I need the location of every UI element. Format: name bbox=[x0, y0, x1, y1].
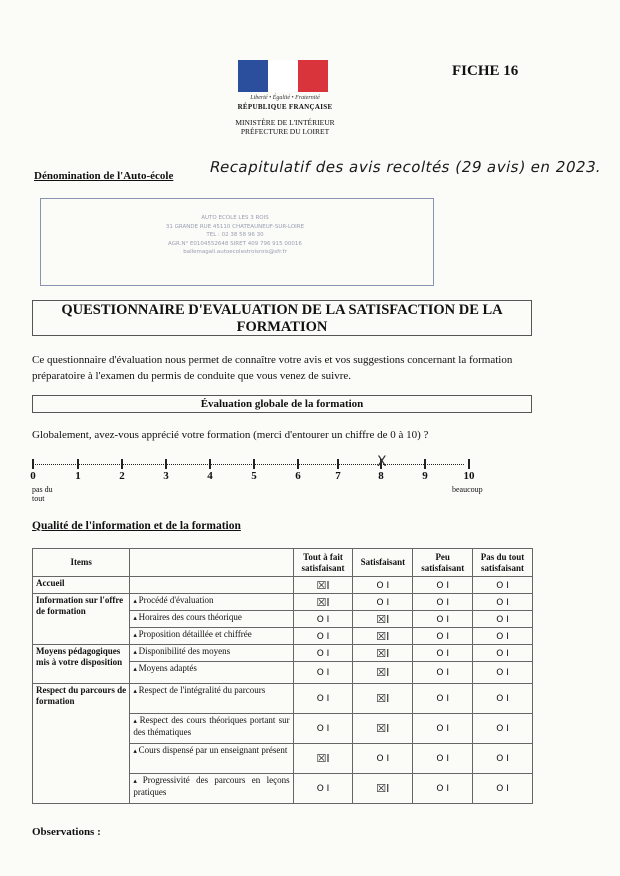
rating-cell-3[interactable] bbox=[413, 684, 473, 714]
global-eval-heading: Évaluation globale de la formation bbox=[32, 395, 532, 413]
flag-stripe-white bbox=[268, 60, 298, 92]
rating-cell-3[interactable] bbox=[413, 744, 473, 774]
stamp-line: 31 GRANDE RUE 45110 CHATEAUNEUF-SUR-LOIRE bbox=[165, 223, 305, 230]
checked-option: ☒I bbox=[376, 722, 390, 735]
item-cell bbox=[130, 662, 293, 684]
item-cell bbox=[130, 628, 293, 645]
checked-option: ☒I bbox=[376, 629, 390, 643]
item-cell bbox=[130, 774, 293, 804]
header-col4: Pas du tout satisfaisant bbox=[473, 549, 533, 577]
radio-option: O I bbox=[316, 648, 330, 659]
radio-option: O I bbox=[376, 597, 390, 608]
radio-option: O I bbox=[316, 668, 330, 678]
observations-label: Observations : bbox=[32, 826, 101, 838]
scale-tick bbox=[77, 459, 79, 469]
radio-option: O I bbox=[436, 754, 449, 764]
rating-cell-2[interactable] bbox=[353, 744, 413, 774]
item-cell bbox=[130, 645, 293, 662]
ministry-block bbox=[205, 118, 365, 136]
radio-option: O I bbox=[496, 580, 509, 591]
radio-option: O I bbox=[496, 668, 509, 678]
checked-option: ☒I bbox=[376, 646, 390, 660]
radio-option: O I bbox=[496, 614, 509, 625]
item-cell bbox=[130, 744, 293, 774]
item-cell bbox=[130, 714, 293, 744]
scale-number-7[interactable]: 7 bbox=[335, 470, 341, 482]
high-label: beaucoup bbox=[452, 485, 483, 494]
scale-tick bbox=[468, 459, 470, 469]
rating-cell-1[interactable] bbox=[293, 628, 353, 645]
group-moyens: Moyens pédagogiques mis à votre disposition bbox=[33, 645, 130, 684]
rating-cell-4[interactable] bbox=[473, 774, 533, 804]
checked-option: ☒I bbox=[376, 782, 390, 795]
radio-option: O I bbox=[436, 597, 449, 608]
header-col2: Satisfaisant bbox=[353, 549, 413, 577]
rating-cell-4[interactable] bbox=[473, 628, 533, 645]
scale-number-1[interactable]: 1 bbox=[75, 470, 81, 482]
item-label: Disponibilité des moyens bbox=[138, 646, 231, 656]
marianne-logo bbox=[238, 60, 328, 92]
item-label: Respect des cours théoriques portant sur des thématiques bbox=[133, 715, 290, 737]
rating-cell-1[interactable] bbox=[293, 744, 353, 774]
rating-cell-1[interactable] bbox=[293, 714, 353, 744]
bullet-icon: ▴ bbox=[133, 687, 139, 695]
scale-number-0[interactable]: 0 bbox=[30, 470, 36, 482]
header-items: Items bbox=[33, 549, 130, 577]
rating-cell-1[interactable] bbox=[293, 611, 353, 628]
handwritten-denomination: Recapitulatif des avis recoltés (29 avis) en 2023. bbox=[208, 158, 604, 176]
scale-number-8[interactable]: 8 bbox=[378, 470, 384, 482]
bullet-icon: ▴ bbox=[133, 747, 139, 755]
radio-option: O I bbox=[316, 784, 330, 794]
rating-cell-1[interactable] bbox=[293, 645, 353, 662]
scale-number-5[interactable]: 5 bbox=[251, 470, 257, 482]
table-header-row bbox=[33, 549, 533, 577]
republic-label: RÉPUBLIQUE FRANÇAISE bbox=[237, 103, 333, 111]
table-row bbox=[33, 594, 533, 611]
item-cell bbox=[130, 684, 293, 714]
rating-cell-4[interactable] bbox=[473, 594, 533, 611]
rating-cell-1[interactable] bbox=[293, 684, 353, 714]
item-label: Moyens adaptés bbox=[138, 663, 197, 673]
group-information: Information sur l'offre de formation bbox=[33, 594, 130, 645]
item-label: Respect de l'intégralité du parcours bbox=[138, 685, 266, 695]
radio-option: O I bbox=[316, 694, 330, 704]
scale-tick bbox=[32, 459, 34, 469]
scale-line bbox=[32, 464, 464, 465]
rating-cell-4[interactable] bbox=[473, 577, 533, 594]
group-accueil: Accueil bbox=[33, 577, 130, 594]
rating-cell-2[interactable] bbox=[353, 714, 413, 744]
rating-cell-3[interactable] bbox=[413, 577, 473, 594]
table-row bbox=[33, 645, 533, 662]
radio-option: O I bbox=[496, 784, 509, 794]
rating-cell-3[interactable] bbox=[413, 594, 473, 611]
rating-cell-2[interactable] bbox=[353, 662, 413, 684]
scale-number-6[interactable]: 6 bbox=[295, 470, 301, 482]
selected-score-mark: X bbox=[377, 454, 387, 470]
scale-number-10[interactable]: 10 bbox=[463, 470, 475, 482]
radio-option: O I bbox=[436, 668, 449, 678]
item-label: Cours dispensé par un enseignant présent bbox=[138, 745, 288, 755]
quality-heading: Qualité de l'information et de la formation bbox=[32, 520, 241, 532]
flag-stripe-blue bbox=[238, 60, 268, 92]
scale-tick bbox=[209, 459, 211, 469]
flag-stripe-red bbox=[298, 60, 328, 92]
table-row bbox=[33, 684, 533, 714]
scale-tick bbox=[337, 459, 339, 469]
satisfaction-table bbox=[32, 548, 533, 804]
checked-option: ☒I bbox=[316, 578, 330, 592]
bullet-icon: ▴ bbox=[133, 665, 139, 673]
radio-option: O I bbox=[316, 724, 330, 734]
radio-option: O I bbox=[316, 614, 330, 625]
rating-cell-4[interactable] bbox=[473, 611, 533, 628]
checked-option: ☒I bbox=[316, 595, 330, 609]
group-respect: Respect du parcours de formation bbox=[33, 684, 130, 804]
radio-option: O I bbox=[436, 784, 449, 794]
radio-option: O I bbox=[496, 597, 509, 608]
radio-option: O I bbox=[496, 648, 509, 659]
rating-cell-3[interactable] bbox=[413, 628, 473, 645]
rating-cell-2[interactable] bbox=[353, 684, 413, 714]
item-cell bbox=[130, 577, 293, 594]
header-col3: Peu satisfaisant bbox=[413, 549, 473, 577]
title-line-2: FORMATION bbox=[236, 319, 328, 335]
item-cell bbox=[130, 594, 293, 611]
radio-option: O I bbox=[436, 631, 449, 642]
scale-number-4[interactable]: 4 bbox=[207, 470, 213, 482]
radio-option: O I bbox=[436, 724, 449, 734]
bullet-icon: ▴ bbox=[133, 631, 139, 639]
rating-cell-4[interactable] bbox=[473, 684, 533, 714]
rating-cell-1[interactable] bbox=[293, 594, 353, 611]
rating-cell-2[interactable] bbox=[353, 645, 413, 662]
radio-option: O I bbox=[316, 631, 330, 642]
ministry-line: MINISTÈRE DE L'INTÉRIEUR bbox=[235, 118, 335, 127]
rating-cell-4[interactable] bbox=[473, 645, 533, 662]
checked-option: ☒I bbox=[376, 666, 390, 679]
item-label: Progressivité des parcours en leçons pratiques bbox=[133, 775, 290, 797]
rating-cell-1[interactable] bbox=[293, 577, 353, 594]
questionnaire-title bbox=[32, 300, 532, 336]
rating-cell-4[interactable] bbox=[473, 744, 533, 774]
checked-option: ☒I bbox=[316, 752, 330, 765]
motto: Liberté • Égalité • Fraternité bbox=[250, 95, 320, 101]
scale-tick bbox=[297, 459, 299, 469]
scale-tick bbox=[253, 459, 255, 469]
rating-cell-2[interactable] bbox=[353, 628, 413, 645]
item-cell bbox=[130, 611, 293, 628]
rating-cell-2[interactable] bbox=[353, 594, 413, 611]
radio-option: O I bbox=[496, 754, 509, 764]
header-col1: Tout à fait satisfaisant bbox=[293, 549, 353, 577]
stamp-line: AUTO ECOLE LES 3 ROIS bbox=[201, 215, 269, 221]
scale-number-2[interactable]: 2 bbox=[119, 470, 125, 482]
rating-cell-4[interactable] bbox=[473, 662, 533, 684]
rating-cell-3[interactable] bbox=[413, 611, 473, 628]
rating-cell-2[interactable] bbox=[353, 774, 413, 804]
rating-cell-2[interactable] bbox=[353, 577, 413, 594]
header-blank bbox=[130, 549, 293, 577]
scale-tick bbox=[165, 459, 167, 469]
rating-cell-3[interactable] bbox=[413, 645, 473, 662]
global-eval-question: Globalement, avez-vous apprécié votre formation (merci d'entourer un chiffre de 0 à 10) ? bbox=[32, 429, 429, 441]
denomination-label: Dénomination de l'Auto-école bbox=[34, 170, 174, 182]
scale-tick bbox=[424, 459, 426, 469]
radio-option: O I bbox=[496, 694, 509, 704]
prefecture-line: PRÉFECTURE DU LOIRET bbox=[240, 127, 330, 136]
scale-tick bbox=[121, 459, 123, 469]
radio-option: O I bbox=[496, 724, 509, 734]
checked-option: ☒I bbox=[376, 692, 390, 705]
rating-cell-2[interactable] bbox=[353, 611, 413, 628]
rating-cell-3[interactable] bbox=[413, 774, 473, 804]
low-label bbox=[32, 485, 53, 503]
radio-option: O I bbox=[436, 694, 449, 704]
radio-option: O I bbox=[496, 631, 509, 642]
radio-option: O I bbox=[436, 580, 449, 591]
item-label: Horaires des cours théorique bbox=[138, 612, 242, 622]
bullet-icon: ▴ bbox=[133, 777, 143, 785]
low-label-line-1: pas du bbox=[32, 485, 53, 494]
rating-cell-3[interactable] bbox=[413, 662, 473, 684]
stamp-line: TEL : 02 38 58 96 30 bbox=[206, 232, 264, 238]
rating-cell-1[interactable] bbox=[293, 662, 353, 684]
school-stamp bbox=[60, 214, 410, 257]
fiche-number: FICHE 16 bbox=[452, 63, 519, 79]
bullet-icon: ▴ bbox=[133, 717, 140, 725]
checked-option: ☒I bbox=[376, 612, 390, 626]
low-label-line-2: tout bbox=[32, 494, 45, 503]
scale-number-9[interactable]: 9 bbox=[422, 470, 428, 482]
bullet-icon: ▴ bbox=[133, 614, 139, 622]
item-label: Proposition détaillée et chiffrée bbox=[138, 629, 252, 639]
title-line-1: QUESTIONNAIRE D'EVALUATION DE LA SATISFACTION DE LA bbox=[61, 302, 503, 318]
stamp-line: ballemagali.autoecolestroisrois@sfr.fr bbox=[183, 249, 287, 255]
bullet-icon: ▴ bbox=[133, 597, 139, 605]
rating-cell-4[interactable] bbox=[473, 714, 533, 744]
item-label: Procédé d'évaluation bbox=[138, 595, 214, 605]
intro-text: Ce questionnaire d'évaluation nous permet de connaître votre avis et vos suggestions concernant la formation préparatoire à l'examen du permis de conduite que vous venez de suivre. bbox=[32, 354, 513, 382]
rating-cell-3[interactable] bbox=[413, 714, 473, 744]
bullet-icon: ▴ bbox=[133, 648, 139, 656]
radio-option: O I bbox=[436, 648, 449, 659]
radio-option: O I bbox=[376, 754, 390, 764]
radio-option: O I bbox=[376, 580, 390, 591]
table-row bbox=[33, 577, 533, 594]
scale-number-3[interactable]: 3 bbox=[163, 470, 169, 482]
stamp-line: AGR.N° E0104552648 SIRET 409 796 915 00016 bbox=[168, 240, 302, 247]
radio-option: O I bbox=[436, 614, 449, 625]
rating-cell-1[interactable] bbox=[293, 774, 353, 804]
